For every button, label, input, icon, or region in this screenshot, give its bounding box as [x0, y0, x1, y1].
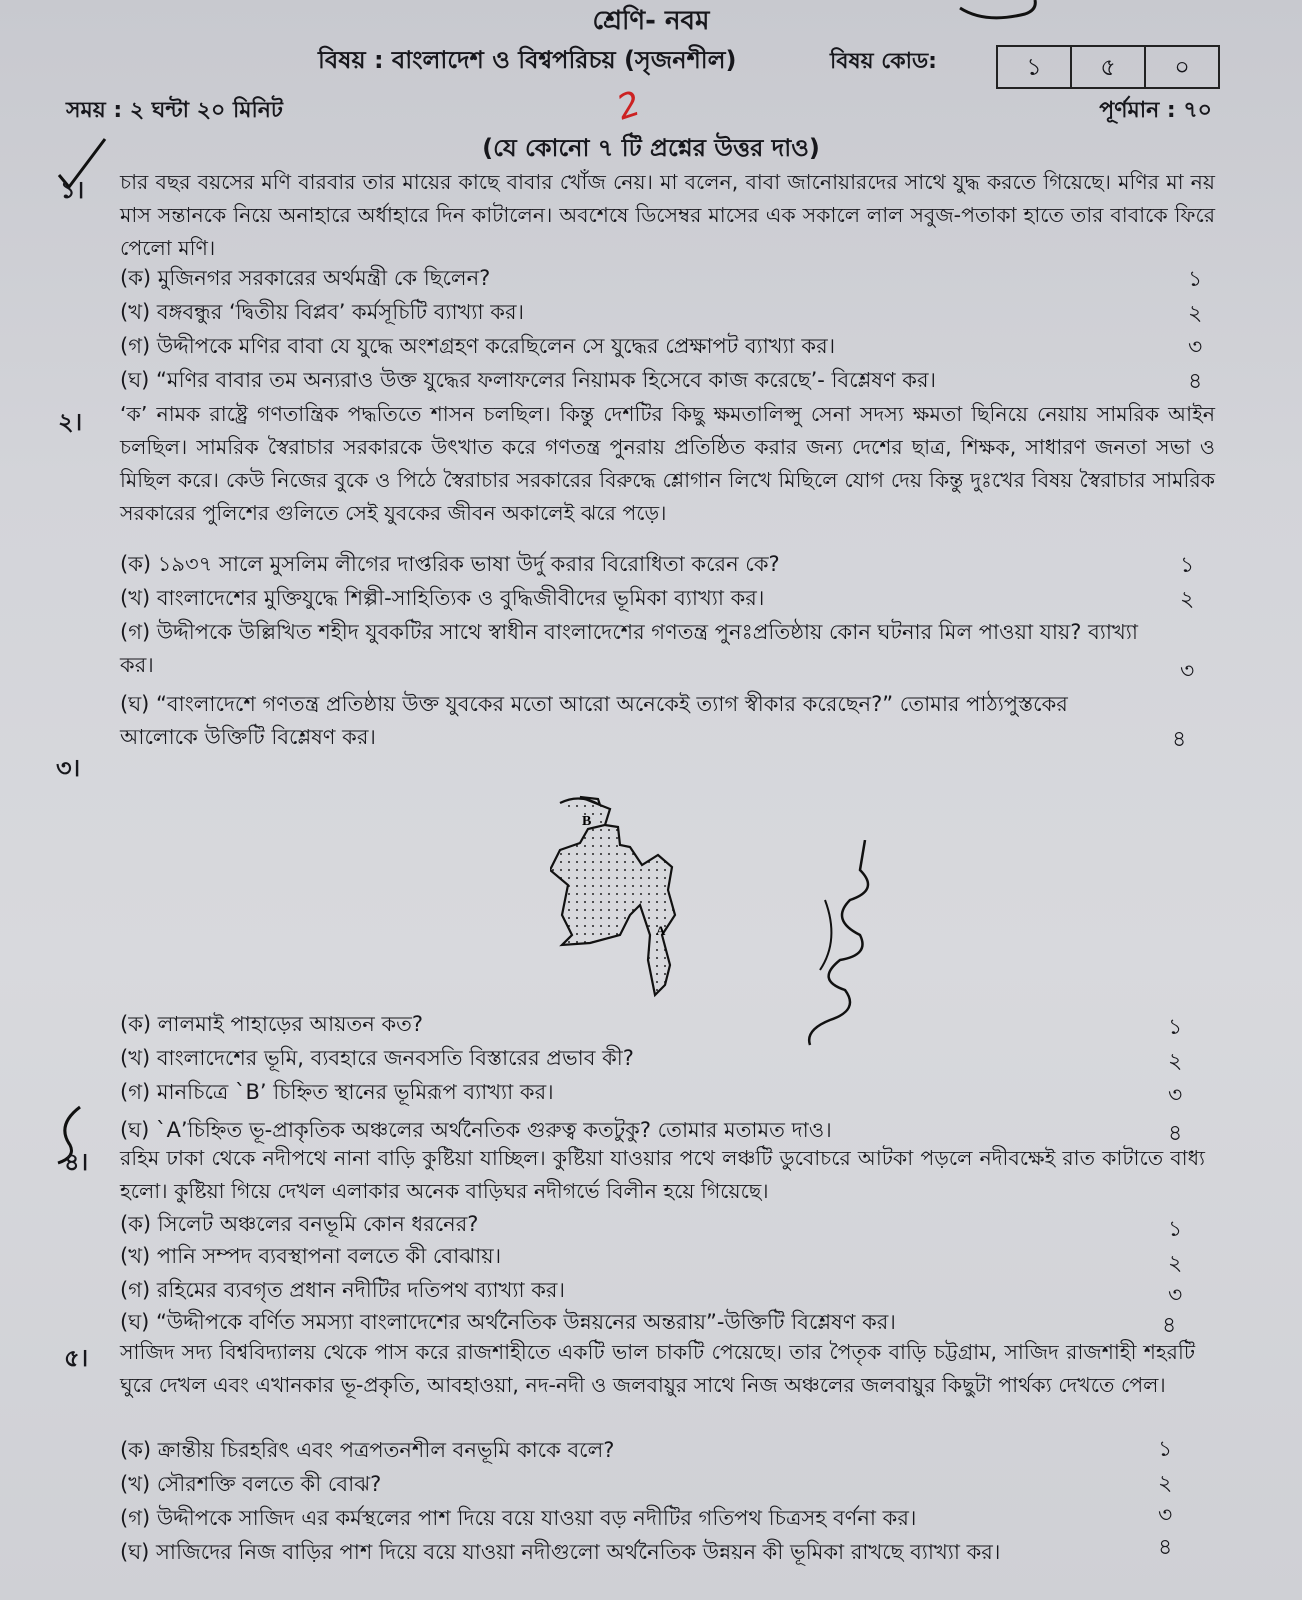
- full-marks: পূর্ণমান : ৭০: [1099, 98, 1212, 123]
- question-number: ৫।: [64, 1344, 89, 1372]
- question-part: (ক) ক্রান্তীয় চিরহরিৎ এবং পত্রপতনশীল বনভূমি কাকে বলে?: [120, 1438, 615, 1462]
- instruction: (যে কোনো ৭ টি প্রশ্নের উত্তর দাও): [482, 134, 820, 162]
- question-part: (খ) বাংলাদেশের ভূমি, ব্যবহারে জনবসতি বিস্তারের প্রভাব কী?: [120, 1046, 634, 1070]
- question-stem: ‘ক’ নামক রাষ্ট্রে গণতান্ত্রিক পদ্ধতিতে শাসন চলছিল। কিন্তু দেশটির কিছু ক্ষমতালিপ্সু সেনা সদস্য ক্ষমতা ছিনিয়ে নেয়ায় সামরিক আইন চলছিল। সামরিক স্বৈরাচার সরকারকে উৎখাত করে গণতন্ত্র পুনরায় প্রতিষ্ঠিত করার জন্য দেশের ছাত্র, শিক্ষক, সাধারণ জনতা সভা ও মিছিল করে। কেউ নিজের বুকে ও পিঠে স্বৈরাচার সরকারের বিরুদ্ধে শ্লোগান লিখে মিছিলে যোগ দেয় কিন্তু দুঃখের বিষয় স্বৈরাচার সামরিক সরকারের পুলিশের গুলিতে সেই যুবকের জীবন অকালেই ঝরে পড়ে।: [120, 402, 1215, 525]
- part-marks: ২: [1180, 587, 1195, 612]
- part-marks: ৪: [1188, 369, 1203, 394]
- part-marks: ১: [1180, 553, 1195, 578]
- part-marks: ১: [1188, 267, 1203, 292]
- question-stem: চার বছর বয়সের মণি বারবার তার মায়ের কাছে বাবার খোঁজ নেয়। মা বলেন, বাবা জানোয়ারদের সাথে যুদ্ধ করতে গিয়েছে। মণির মা নয় মাস সন্তানকে নিয়ে অনাহারে অর্ধাহারে দিন কাটালেন। অবশেষে ডিসেম্বর মাসের এক সকালে লাল সবুজ-পতাকা হাতে তার বাবাকে ফিরে পেলো মণি।: [120, 170, 1215, 260]
- map-label-b: B: [582, 814, 592, 829]
- part-marks: ৪: [1172, 727, 1187, 752]
- part-marks: ১: [1168, 1015, 1183, 1040]
- question-number: ৪।: [64, 1148, 89, 1176]
- question-stem: সাজিদ সদ্য বিশ্ববিদ্যালয় থেকে পাস করে রাজশাহীতে একটি ভাল চাকটি পেয়েছে। তার পৈতৃক বাড়ি চট্টগ্রাম, সাজিদ রাজশাহী শহরটি ঘুরে দেখল এবং এখানকার ভূ-প্রকৃতি, আবহাওয়া, নদ-নদী ও জলবায়ুর সাথে নিজ অঞ্চলের জলবায়ুর কিছুটা পার্থক্য দেখতে পেল।: [120, 1340, 1195, 1397]
- question-stem: রহিম ঢাকা থেকে নদীপথে নানা বাড়ি কুষ্টিয়া যাচ্ছিল। কুষ্টিয়া যাওয়ার পথে লঞ্চটি ডুবোচরে আটকা পড়লে নদীবক্ষেই রাত কাটাতে বাধ্য হলো। কুষ্টিয়া গিয়ে দেখল এলাকার অনেক বাড়িঘর নদীগর্ভে বিলীন হয়ে গিয়েছে।: [120, 1146, 1205, 1203]
- question-number: ৩।: [56, 754, 81, 782]
- question-part: (গ) উদ্দীপকে সাজিদ এর কর্মস্থলের পাশ দিয়ে বয়ে যাওয়া বড় নদীটির গতিপথ চিত্রসহ বর্ণনা কর।: [120, 1506, 917, 1530]
- question-part: (খ) বঙ্গবন্ধুর ‘দ্বিতীয় বিপ্লব’ কর্মসূচিটি ব্যাখ্যা কর।: [120, 300, 525, 324]
- question-part: (গ) উদ্দীপকে উল্লিখিত শহীদ যুবকটির সাথে স্বাধীন বাংলাদেশের গণতন্ত্র পুনঃপ্রতিষ্ঠায় কোন ঘটনার মিল পাওয়া যায়? ব্যাখ্যা কর।: [120, 620, 1138, 677]
- page-mark: 2: [612, 83, 646, 129]
- subject-code-label: বিষয় কোড:: [830, 49, 937, 74]
- question-part: (ক) মুজিনগর সরকারের অর্থমন্ত্রী কে ছিলেন?: [120, 266, 491, 290]
- subject-code-digit: ৫: [1070, 47, 1144, 87]
- subject-code-box: [996, 45, 1220, 89]
- question-part: (ক) সিলেট অঞ্চলের বনভূমি কোন ধরনের?: [120, 1212, 479, 1236]
- part-marks: ২: [1168, 1251, 1183, 1276]
- map-label-a: A: [656, 923, 666, 938]
- part-marks: ২: [1188, 301, 1203, 326]
- question-part: (খ) পানি সম্পদ ব্যবস্থাপনা বলতে কী বোঝায়।: [120, 1244, 502, 1268]
- part-marks: ৪: [1158, 1535, 1173, 1560]
- question-number: ২।: [58, 408, 83, 436]
- part-marks: ৩: [1180, 659, 1195, 684]
- bangladesh-map: [550, 795, 700, 1010]
- question-part: (খ) সৌরশক্তি বলতে কী বোঝ?: [120, 1472, 382, 1496]
- class-title: শ্রেণি- নবম: [592, 6, 710, 36]
- part-marks: ৩: [1168, 1083, 1183, 1108]
- question-number: ১।: [60, 176, 85, 204]
- subject-code-digit: ০: [1144, 47, 1218, 87]
- signature-scribble-icon: [790, 840, 885, 1050]
- part-marks: ৩: [1158, 1503, 1173, 1528]
- question-part: (ঘ) “উদ্দীপকে বর্ণিত সমস্যা বাংলাদেশের অর্থনৈতিক উন্নয়নের অন্তরায়”-উক্তিটি বিশ্লেষণ কর।: [120, 1310, 896, 1334]
- part-marks: ২: [1158, 1471, 1173, 1496]
- part-marks: ১: [1168, 1217, 1183, 1242]
- question-part: (গ) মানচিত্রে `B’ চিহ্নিত স্থানের ভূমিরূপ ব্যাখ্যা কর।: [120, 1080, 554, 1104]
- subject-code-digit: ১: [1026, 53, 1042, 81]
- question-part: (গ) উদ্দীপকে মণির বাবা যে যুদ্ধে অংশগ্রহণ করেছিলেন সে যুদ্ধের প্রেক্ষাপট ব্যাখ্যা কর।: [120, 334, 836, 358]
- exam-time: সময় : ২ ঘন্টা ২০ মিনিট: [66, 98, 283, 123]
- question-part: (ঘ) সাজিদের নিজ বাড়ির পাশ দিয়ে বয়ে যাওয়া নদীগুলো অর্থনৈতিক উন্নয়ন কী ভূমিকা রাখছে ব্যাখ্যা কর।: [120, 1540, 1001, 1564]
- question-part: (ক) ১৯৩৭ সালে মুসলিম লীগের দাপ্তরিক ভাষা উর্দু করার বিরোধিতা করেন কে?: [120, 552, 780, 576]
- question-part: (ঘ) `A’চিহ্নিত ভূ-প্রাকৃতিক অঞ্চলের অর্থনৈতিক গুরুত্ব কতটুকু? তোমার মতামত দাও।: [120, 1118, 832, 1142]
- part-marks: ৪: [1162, 1313, 1177, 1338]
- subject-title: বিষয় : বাংলাদেশ ও বিশ্বপরিচয় (সৃজনশীল): [318, 46, 737, 74]
- question-part: (খ) বাংলাদেশের মুক্তিযুদ্ধে শিল্পী-সাহিত্যিক ও বুদ্ধিজীবীদের ভূমিকা ব্যাখ্যা কর।: [120, 586, 765, 610]
- question-part: (ঘ) “মণির বাবার তম অন্যরাও উক্ত যুদ্ধের ফলাফলের নিয়ামক হিসেবে কাজ করেছে’- বিশ্লেষণ কর।: [120, 368, 937, 392]
- part-marks: ২: [1168, 1049, 1183, 1074]
- part-marks: ৩: [1188, 335, 1203, 360]
- question-part: (ক) লালমাই পাহাড়ের আয়তন কত?: [120, 1012, 424, 1036]
- pen-scribble-icon: [955, 0, 1045, 26]
- question-part: (ঘ) “বাংলাদেশে গণতন্ত্র প্রতিষ্ঠায় উক্ত যুবকের মতো আরো অনেকেই ত্যাগ স্বীকার করেছেন?” তোমার পাঠ্যপুস্তকের আলোকে উক্তিটি বিশ্লেষণ কর।: [120, 692, 1068, 749]
- question-part: (গ) রহিমের ব্যবগৃত প্রধান নদীটির দতিপথ ব্যাখ্যা কর।: [120, 1278, 565, 1302]
- part-marks: ৪: [1168, 1121, 1183, 1146]
- part-marks: ১: [1158, 1437, 1173, 1462]
- part-marks: ৩: [1168, 1283, 1183, 1308]
